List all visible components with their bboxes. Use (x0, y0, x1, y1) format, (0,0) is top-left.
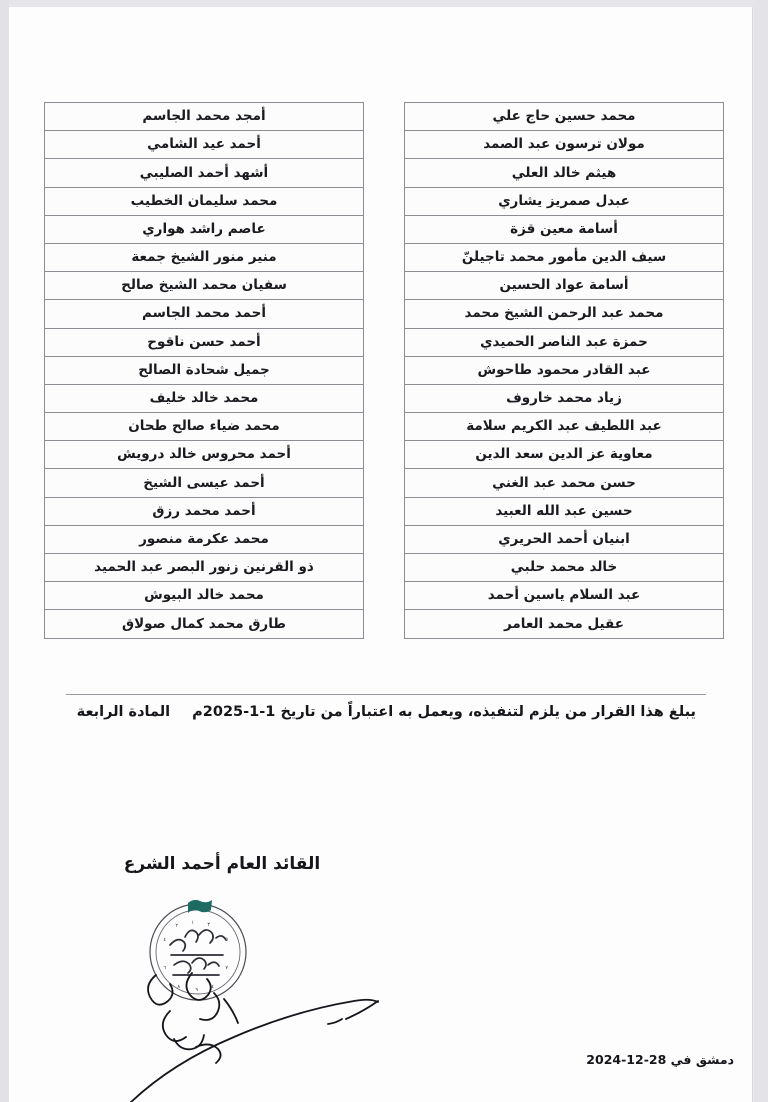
name-cell: عقيل محمد العامر (405, 610, 724, 638)
table-row (405, 131, 724, 159)
name-cell: أحمد عيسى الشيخ (45, 469, 364, 497)
svg-text:٤: ٤ (163, 937, 166, 943)
table-row (405, 243, 724, 271)
table-row (405, 497, 724, 525)
table-row (405, 384, 724, 412)
name-cell: عبد القادر محمود طاحوش (405, 356, 724, 384)
table-row (45, 356, 364, 384)
signer-title: القائد العام أحمد الشرع (123, 854, 321, 874)
name-cell: حسن محمد عبد الغني (405, 469, 724, 497)
svg-text:٦: ٦ (163, 965, 166, 971)
svg-text:٩: ٩ (195, 987, 198, 993)
names-table-left-body (45, 103, 364, 639)
name-cell: أحمد محروس خالد درويش (45, 441, 364, 469)
table-row (405, 215, 724, 243)
table-row (45, 497, 364, 525)
name-cell: أسامة عواد الحسين (405, 272, 724, 300)
svg-text:٨: ٨ (177, 984, 180, 990)
table-row (405, 159, 724, 187)
table-row (45, 272, 364, 300)
table-row (405, 103, 724, 131)
table-row (405, 187, 724, 215)
name-cell: عبدل صمريز يشاري (405, 187, 724, 215)
table-row (45, 413, 364, 441)
name-cell: أحمد محمد رزق (45, 497, 364, 525)
table-row (45, 469, 364, 497)
name-cell: ابنيان أحمد الحريري (405, 525, 724, 553)
svg-text:٣: ٣ (207, 922, 210, 928)
name-cell: أحمد محمد الجاسم (45, 300, 364, 328)
svg-text:٥: ٥ (225, 937, 228, 943)
article-four-row (66, 694, 706, 729)
name-cell: أسامة معين قزة (405, 215, 724, 243)
seal-flag-icon (188, 900, 212, 913)
name-cell: سيف الدين مأمور محمد تاجيلنّ (405, 243, 724, 271)
name-cell: عبد اللطيف عبد الكريم سلامة (405, 413, 724, 441)
name-cell: هيثم خالد العلي (405, 159, 724, 187)
table-row (45, 300, 364, 328)
table-row (405, 469, 724, 497)
names-table-right (404, 102, 724, 639)
name-cell: محمد خالد خليف (45, 384, 364, 412)
svg-text:٢: ٢ (175, 923, 178, 929)
name-cell: أحمد عيد الشامي (45, 131, 364, 159)
name-cell: محمد خالد البيوش (45, 582, 364, 610)
table-row (405, 356, 724, 384)
name-cell: محمد عبد الرحمن الشيخ محمد (405, 300, 724, 328)
name-cell: محمد حسين حاج علي (405, 103, 724, 131)
name-cell: زياد محمد خاروف (405, 384, 724, 412)
table-row (45, 582, 364, 610)
name-cell: محمد ضياء صالح طحان (45, 413, 364, 441)
article-four-label: المادة الرابعة (76, 704, 171, 720)
names-table-left (44, 102, 364, 639)
name-cell: عاصم راشد هواري (45, 215, 364, 243)
names-table-right-body (405, 103, 724, 639)
table-row (405, 328, 724, 356)
article-four-body: يبلغ هذا القرار من يلزم لتنفيذه، ويعمل به اعتباراً من تاريخ 1-1-2025م (192, 704, 696, 720)
name-cell: محمد عكرمة منصور (45, 525, 364, 553)
name-cell: أشهد أحمد الصليبي (45, 159, 364, 187)
name-cell: جميل شحادة الصالح (45, 356, 364, 384)
table-row (405, 525, 724, 553)
table-row (45, 103, 364, 131)
name-cell: محمد سليمان الخطيب (45, 187, 364, 215)
table-row (45, 328, 364, 356)
name-cell: حمزة عبد الناصر الحميدي (405, 328, 724, 356)
name-cell: خالد محمد حلبي (405, 554, 724, 582)
svg-text:٤: ٤ (211, 984, 214, 990)
name-cell: ذو القرنين زنور البصر عبد الحميد (45, 554, 364, 582)
name-cell: معاوية عز الدين سعد الدين (405, 441, 724, 469)
name-cell: طارق محمد كمال صولاق (45, 610, 364, 638)
table-row (45, 384, 364, 412)
table-row (405, 610, 724, 638)
name-cell: حسين عبد الله العبيد (405, 497, 724, 525)
table-row (405, 554, 724, 582)
svg-text:١: ١ (191, 920, 194, 926)
table-row (405, 272, 724, 300)
table-row (45, 525, 364, 553)
table-row (405, 441, 724, 469)
svg-text:٧: ٧ (225, 965, 228, 971)
table-row (45, 441, 364, 469)
official-round-seal (140, 893, 260, 1011)
name-cell: منير منور الشيخ جمعة (45, 243, 364, 271)
table-row (45, 554, 364, 582)
table-row (405, 413, 724, 441)
table-row (45, 159, 364, 187)
date-stamp: دمشق في 28-12-2024 (586, 1052, 734, 1067)
name-cell: أحمد حسن ناقوح (45, 328, 364, 356)
name-cell: مولان ترسون عبد الصمد (405, 131, 724, 159)
table-row (45, 243, 364, 271)
table-row (405, 300, 724, 328)
table-row (45, 187, 364, 215)
name-cell: سفيان محمد الشيخ صالح (45, 272, 364, 300)
table-row (45, 131, 364, 159)
table-row (405, 582, 724, 610)
name-cell: عبد السلام ياسين أحمد (405, 582, 724, 610)
table-row (45, 610, 364, 638)
name-cell: أمجد محمد الجاسم (45, 103, 364, 131)
table-row (45, 215, 364, 243)
